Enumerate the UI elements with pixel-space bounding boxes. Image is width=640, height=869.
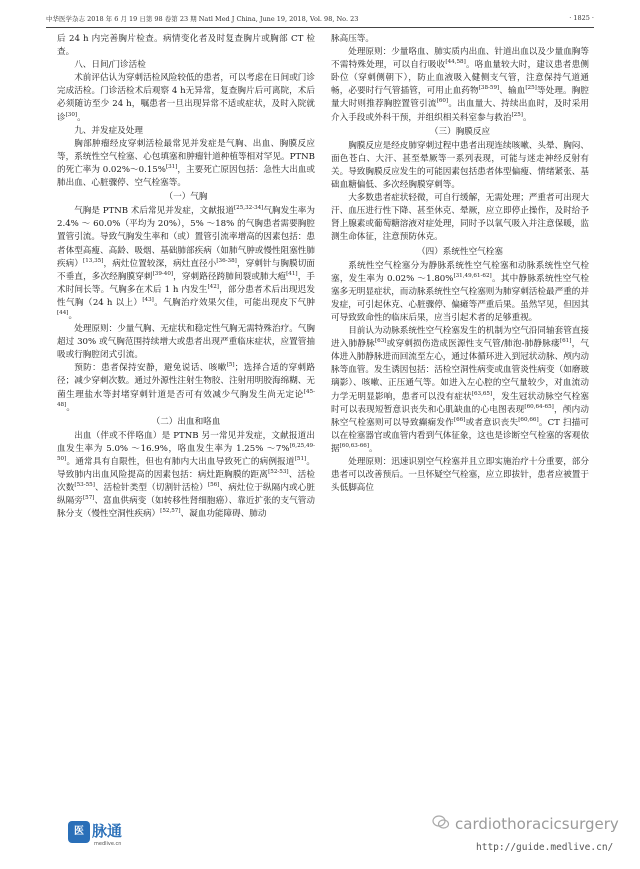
citation-ref: [51]: [294, 456, 307, 463]
citation-ref: [25,32-34]: [234, 205, 264, 212]
citation-ref: [31]: [165, 164, 178, 171]
citation-ref: [6,25,49-50]: [57, 443, 315, 463]
paragraph: 出血（伴或不伴咯血）是 PTNB 另一常见并发症，文献报道出血发生率为 5.0% ～16.9%，咯血发生率为 1.25% ～7%[6,25,49-50]。通常具有自限性，但也有肺内大出血导致死亡的病例报道[51]。导致肺内出血风险提高的因素包括：病灶距胸膜的距离[52-53]、活检次数[53-55]、活检针类型（切割针活检）[56]、病灶位于纵隔内或心脏纵隔旁[57]、富血供病变（如转移性肾细胞癌）、靠近扩张的支气管动脉分支（慢性空洞性疾病）[52,57]、凝血功能障碍、肺动: [57, 430, 315, 520]
paragraph: 处理原则：迅速识别空气栓塞并且立即实施治疗十分重要，部分患者可以改善预后。一旦怀疑空气栓塞，应立即拔针，患者应被置于头低脚高位: [331, 457, 589, 494]
citation-ref: [13,35]: [83, 257, 104, 264]
citation-ref: [56]: [207, 482, 220, 489]
citation-ref: [31,49,61-62]: [453, 272, 492, 279]
journal-citation: 中华医学杂志 2018 年 6 月 19 日第 98 卷第 23 期 Natl Med J China, June 19, 2018, Vol. 98, No. 23: [46, 15, 359, 23]
wechat-icon: [432, 813, 450, 831]
citation-ref: [57]: [82, 495, 95, 502]
guide-url[interactable]: http://guide.medlive.cn/: [476, 842, 614, 853]
logo-mark: 医: [68, 821, 90, 843]
citation-ref: [63,65]: [471, 390, 493, 397]
logo-text: 脉通: [92, 822, 123, 840]
citation-ref: [44]: [57, 310, 69, 317]
paragraph: 大多数患者症状轻微，可自行缓解，无需处理；严重者可出现大汗、血压进行性下降、甚至休克、晕厥，应立即停止操作，及时给予肾上腺素或葡萄糖溶液对症处理，同时予以氧气吸入并注意保暖，监测生命体征，注意预防休克。: [331, 193, 589, 243]
citation-ref: [5]: [226, 362, 235, 369]
citation-ref: [61]: [559, 338, 572, 345]
citation-ref: [44,58]: [445, 59, 466, 66]
page-number: · 1825 ·: [569, 14, 594, 22]
medlive-logo[interactable]: [68, 819, 138, 859]
subsection-heading: （四）系统性空气栓塞: [417, 246, 503, 257]
citation-ref: [30]: [65, 111, 78, 118]
subsection-heading: （一）气胸: [164, 192, 208, 203]
paragraph: 脉高压等。: [331, 34, 374, 44]
paragraph: 后 24 h 内完善胸片检查。病情变化者及时复查胸片或胸部 CT 检查。: [57, 34, 315, 58]
paragraph: 处理原则：少量咯血、肺实质内出血、针道出血以及少量血胸等不需特殊处理，可以自行吸收[44,58]。咯血量较大时，建议患者患侧卧位（穿刺侧朝下），防止血液吸入健侧支气管，注意保持气道通畅，必要时行气管插管，可用止血药物[38-59]、输血[25]等处理。胸腔量大时则推荐胸腔置管引流[60]。出血量大、持续出血时，及时采用介入手段或外科干预，并组织相关科室参与救治[25]。: [331, 47, 589, 123]
citation-ref: [60]: [436, 98, 449, 105]
paragraph: 系统性空气栓塞分为静脉系统性空气栓塞和动脉系统性空气栓塞，发生率为 0.02% ～1.80%[31,49,61-62]。其中静脉系统性空气栓塞多无明显症状，而动脉系统性空气栓塞则为肺穿刺活检最严重的并发症，可引起休克、心脏骤停、偏瘫等严重后果。虽然罕见，但因其可导致致命性的临床后果，应当引起术者的足够重视。: [331, 260, 589, 323]
citation-ref: [36-38]: [216, 257, 237, 264]
paragraph: 术前评估认为穿刺活检风险较低的患者，可以考虑在日间或门诊完成活检。门诊活检术后观察 4 h无异常，复查胸片后可离院，术后必须随访至少 24 h，嘱患者一旦出现异常不适或症状，及时入院就诊[30]。: [57, 73, 315, 123]
citation-ref: [45-48]: [57, 388, 315, 408]
section-heading: 八、日间/门诊活检: [74, 60, 146, 71]
paragraph: 处理原则：少量气胸、无症状和稳定性气胸无需特殊治疗。气胸超过 30% 或气胸范围持续增大或患者出现严重临床症状，应置管抽吸或行胸腔闭式引流。: [57, 324, 315, 361]
citation-ref: [53-55]: [74, 482, 95, 489]
citation-ref: [52,57]: [160, 508, 181, 515]
citation-ref: [60,66]: [518, 416, 539, 423]
right-column: [331, 33, 589, 495]
left-column: [57, 33, 315, 521]
citation-ref: [41]: [286, 270, 298, 277]
citation-ref: [25]: [525, 85, 537, 92]
paragraph: 胸部肿瘤经皮穿刺活检最常见并发症是气胸、出血、胸膜反应等，系统性空气栓塞、心包填塞和肿瘤针道种植等相对罕见。PTNB 的死亡率为 0.02%～0.15%[31]，主要死亡原因包括：急性大出血或肺出血、心脏骤停、空气栓塞等。: [57, 138, 315, 189]
citation-ref: [60,64-65]: [524, 403, 554, 410]
paragraph: 目前认为动脉系统性空气栓塞发生的机制为空气沿同轴套管直接进入肺静脉[63]或穿刺损伤造成医源性支气管/肺泡-肺静脉瘘[61]，气体进入肺静脉进而回流至左心，通过体循环进入到冠状动脉、颅内动脉等血管。发生诱因包括：活检空洞性病变或血管炎性病变（如磨玻璃影）、咳嗽、正压通气等。如进入左心腔的空气量较少，对血流动力学无明显影响，患者可以没有症状[63,65]，发生冠状动脉空气栓塞时可以表现短暂意识丧失和心肌缺血的心电图表现[60,64-65]，颅内动脉空气栓塞则可以导致癫痫发作[66]或者意识丧失[60,66]。CT 扫描可以在栓塞器官或血管内看到气体征象，这也是诊断空气栓塞的客观依据[60,63-66]。: [331, 326, 589, 454]
citation-ref: [42]: [207, 283, 219, 290]
citation-ref: [60,63-66]: [339, 443, 369, 450]
header-rule: [46, 27, 594, 28]
logo-subtext: medlive.cn: [94, 841, 122, 847]
citation-ref: [66]: [453, 416, 466, 423]
paragraph: 气胸是 PTNB 术后常见并发症，文献报道[25,32-34]气胸发生率为 2.4% ～ 60.0%（平均为 20%），5% ～18% 的气胸患者需要胸腔置管引流。导致气胸发生率和（或）置管引流率增高的因素包括：患者体型高瘦、高龄、吸烟、基础肺部疾病（如肺气肿或慢性阻塞性肺疾病）[13,35]，病灶位置较深，病灶直径小[36-38]，穿刺针与胸膜切面不垂直，多次经胸膜穿刺[39-40]，穿刺路径跨肺间裂或肺大疱[41]，手术时间长等。气胸多在术后 1 h 内发生[42]，部分患者术后出现迟发性气胸（24 h 以上）[43]。气胸治疗效果欠佳，可能出现皮下气肿[44]。: [57, 205, 315, 321]
paragraph: 胸膜反应是经皮肺穿刺过程中患者出现连续咳嗽、头晕、胸闷、面色苍白、大汗、甚至晕厥等一系列表现，可能与迷走神经反射有关。导致胸膜反应发生的可能因素包括患者体型偏瘦、情绪紧张、基础血糖偏低、多次经胸膜穿刺等。: [331, 140, 589, 191]
running-header: [46, 14, 594, 26]
citation-ref: [52-53]: [268, 469, 289, 476]
citation-ref: [43]: [142, 297, 154, 304]
section-heading: 九、并发症及处理: [74, 125, 143, 136]
paragraph: 预防：患者保持安静，避免说话、咳嗽[5]；选择合适的穿刺路径；减少穿刺次数。通过外源性注射生物胶、注射用明胶海绵糊、无菌生理盐水等封堵穿刺针道是否可有效减少气胸发生尚无定论[45-48]。: [57, 362, 315, 413]
subsection-heading: （三）胸膜反应: [429, 126, 491, 137]
citation-ref: [25]: [511, 111, 523, 118]
subsection-heading: （二）出血和咯血: [151, 416, 221, 427]
citation-ref: [63]: [374, 338, 387, 345]
citation-ref: [39-40]: [152, 270, 174, 277]
citation-ref: [38-59]: [478, 85, 500, 92]
watermark-text: cardiothoracicsurgery: [455, 815, 619, 833]
